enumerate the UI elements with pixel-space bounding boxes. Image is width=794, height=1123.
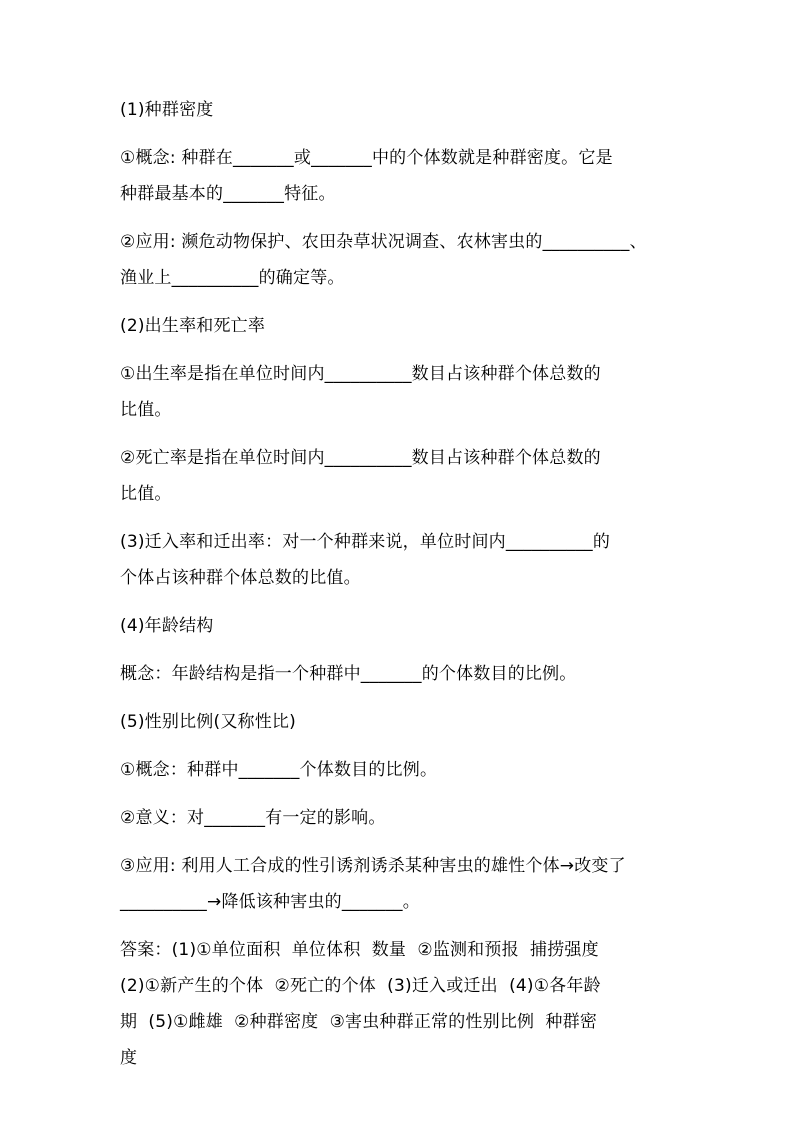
- answers-line4: 度: [120, 1048, 138, 1068]
- section1-application-line2: 渔业上__________的确定等。: [120, 268, 345, 288]
- section3-line1: (3)迁入率和迁出率：对一个种群来说，单位时间内__________的: [120, 532, 611, 552]
- section4-heading: (4)年龄结构: [120, 616, 214, 636]
- section5-application-line1: ③应用: 利用人工合成的性引诱剂诱杀某种害虫的雄性个体→改变了: [120, 856, 626, 876]
- section2-birth-line2: 比值。: [120, 400, 172, 420]
- section1-concept-line1: ①概念: 种群在_______或_______中的个体数就是种群密度。它是: [120, 148, 613, 168]
- section1-application-line1: ②应用: 濒危动物保护、农田杂草状况调查、农林害虫的__________、: [120, 232, 647, 252]
- section5-concept: ①概念：种群中_______个体数目的比例。: [120, 760, 438, 780]
- answers-line2: (2)①新产生的个体 ②死亡的个体 (3)迁入或迁出 (4)①各年龄: [120, 976, 601, 996]
- section2-heading: (2)出生率和死亡率: [120, 316, 266, 336]
- section2-death-line2: 比值。: [120, 484, 172, 504]
- answers-line3: 期 (5)①雌雄 ②种群密度 ③害虫种群正常的性别比例 种群密: [120, 1012, 598, 1032]
- section4-concept: 概念：年龄结构是指一个种群中_______的个体数目的比例。: [120, 664, 577, 684]
- section2-death-line1: ②死亡率是指在单位时间内__________数目占该种群个体总数的: [120, 448, 601, 468]
- answers-line1: 答案：(1)①单位面积 单位体积 数量 ②监测和预报 捕捞强度: [120, 940, 599, 960]
- section2-birth-line1: ①出生率是指在单位时间内__________数目占该种群个体总数的: [120, 364, 601, 384]
- section5-application-line2: __________→降低该种害虫的_______。: [120, 892, 420, 912]
- section5-heading: (5)性别比例(又称性比): [120, 712, 296, 732]
- section3-line2: 个体占该种群个体总数的比值。: [120, 568, 361, 588]
- section1-concept-line2: 种群最基本的_______特征。: [120, 184, 336, 204]
- section1-heading: (1)种群密度: [120, 100, 214, 120]
- section5-significance: ②意义：对_______有一定的影响。: [120, 808, 386, 828]
- document-page: [120, 92, 680, 1076]
